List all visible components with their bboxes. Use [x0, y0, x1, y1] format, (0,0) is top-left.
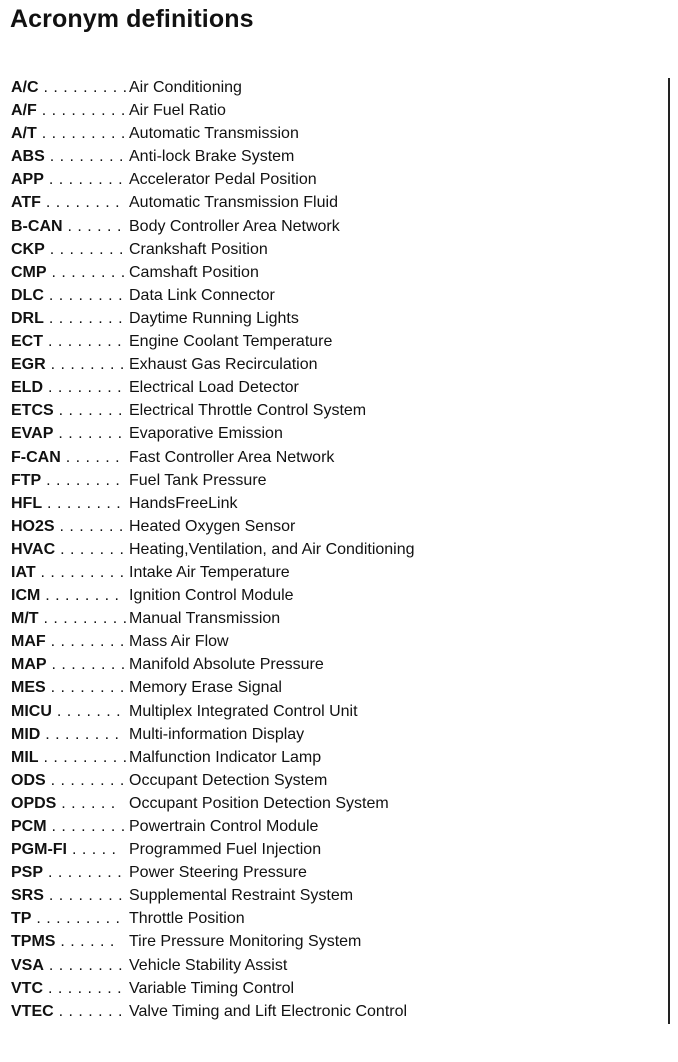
list-item — [11, 284, 275, 307]
dot-leader: . . . . . . — [56, 794, 116, 812]
dot-leader: . . . . . . . — [51, 702, 122, 720]
list-item — [11, 746, 322, 769]
acronym-term: APP — [11, 171, 44, 189]
list-item — [11, 99, 226, 122]
acronym-definition: Accelerator Pedal Position — [129, 171, 317, 189]
list-item — [11, 538, 415, 561]
dot-leader: . . . . . . . . . — [38, 610, 128, 628]
acronym-term: A/T — [11, 125, 37, 143]
acronym-definition: Power Steering Pressure — [129, 864, 307, 882]
list-item — [11, 376, 299, 399]
dot-leader: . . . . . . . . — [43, 979, 123, 997]
acronym-term: ICM — [11, 587, 41, 605]
acronym-definition: Camshaft Position — [129, 263, 259, 281]
acronym-definition: Multi-information Display — [129, 725, 305, 743]
dot-leader: . . . . . . . . . — [35, 563, 125, 581]
list-item — [11, 907, 245, 930]
dot-leader: . . . . . . . — [53, 402, 123, 420]
dot-leader: . . . . . . . . . — [36, 102, 126, 120]
list-item — [11, 145, 295, 168]
acronym-definition: Throttle Position — [129, 910, 245, 928]
dot-leader: . . . . . . . . — [43, 333, 123, 351]
acronym-term: VTEC — [11, 1002, 54, 1020]
dot-leader: . . . . . — [67, 841, 117, 859]
dot-leader: . . . . . . . . — [43, 956, 124, 974]
list-item — [11, 561, 290, 584]
acronym-term: PGM-FI — [11, 841, 67, 859]
acronym-term: ELD — [11, 379, 43, 397]
dot-leader: . . . . . . — [62, 217, 122, 235]
acronym-definition: Supplemental Restraint System — [129, 887, 354, 905]
dot-leader: . . . . . . . . — [46, 263, 126, 281]
list-item — [11, 492, 238, 515]
acronym-term: OPDS — [11, 794, 57, 812]
list-item — [11, 630, 229, 653]
list-item — [11, 584, 294, 607]
dot-leader: . . . . . . . . — [40, 725, 120, 743]
list-item — [11, 215, 340, 238]
dot-leader: . . . . . . . . — [43, 171, 124, 189]
dot-leader: . . . . . . . . — [46, 656, 126, 674]
acronym-list — [11, 76, 415, 1023]
acronym-term: CMP — [11, 263, 47, 281]
list-item — [11, 861, 307, 884]
dot-leader: . . . . . . . . — [42, 494, 122, 512]
dot-leader: . . . . . . . . — [43, 864, 123, 882]
acronym-term: MES — [11, 679, 46, 697]
acronym-term: ECT — [11, 333, 43, 351]
dot-leader: . . . . . . . . . — [31, 910, 121, 928]
acronym-definition: Mass Air Flow — [129, 633, 229, 651]
acronym-term: ODS — [11, 771, 46, 789]
acronym-term: F-CAN — [11, 448, 61, 466]
dot-leader: . . . . . . . . — [43, 309, 124, 327]
acronym-definition: Occupant Position Detection System — [129, 794, 389, 812]
acronym-definition: Vehicle Stability Assist — [129, 956, 288, 974]
acronym-definition: Daytime Running Lights — [129, 309, 299, 327]
acronym-definition: Air Fuel Ratio — [129, 102, 226, 120]
dot-leader: . . . . . . . . — [43, 887, 124, 905]
acronym-term: CKP — [11, 240, 45, 258]
acronym-term: ATF — [11, 194, 41, 212]
acronym-definition: Body Controller Area Network — [129, 217, 340, 235]
list-item — [11, 191, 338, 214]
dot-leader: . . . . . . . . — [43, 379, 123, 397]
acronym-term: A/F — [11, 102, 37, 120]
dot-leader: . . . . . . . . — [45, 679, 125, 697]
dot-leader: . . . . . . . . . — [36, 125, 126, 143]
acronym-term: IAT — [11, 563, 36, 581]
dot-leader: . . . . . . . . — [46, 818, 126, 835]
list-item — [11, 977, 295, 1000]
acronym-definition: Anti-lock Brake System — [129, 148, 295, 166]
acronym-term: MIL — [11, 748, 39, 766]
list-item — [11, 422, 283, 445]
acronym-term: VTC — [11, 979, 43, 997]
acronym-definition: Ignition Control Module — [129, 587, 294, 605]
list-item — [11, 792, 389, 815]
acronym-definition: Programmed Fuel Injection — [129, 841, 322, 859]
acronym-term: PCM — [11, 818, 47, 835]
acronym-definition: Memory Erase Signal — [129, 679, 282, 697]
acronym-term: DLC — [11, 286, 44, 304]
list-item — [11, 261, 259, 284]
acronym-term: TPMS — [11, 933, 56, 951]
acronym-term: HFL — [11, 494, 43, 512]
acronym-definition: Tire Pressure Monitoring System — [129, 933, 362, 951]
acronym-term: EVAP — [11, 425, 54, 443]
acronym-term: MAP — [11, 656, 47, 674]
list-item — [11, 954, 288, 977]
acronym-term: TP — [11, 910, 32, 928]
acronym-definition: Occupant Detection System — [129, 771, 328, 789]
acronym-term: M/T — [11, 610, 39, 628]
acronym-definition: Variable Timing Control — [129, 979, 295, 997]
acronym-term: ETCS — [11, 402, 54, 420]
list-item — [11, 399, 367, 422]
acronym-definition: Manifold Absolute Pressure — [129, 656, 324, 674]
page-title: Acronym definitions — [10, 5, 254, 33]
dot-leader: . . . . . . — [60, 448, 121, 466]
acronym-term: MAF — [11, 633, 46, 651]
acronym-term: ABS — [11, 148, 45, 166]
list-item — [11, 353, 318, 376]
list-item — [11, 815, 319, 838]
acronym-definition: Heated Oxygen Sensor — [129, 517, 296, 535]
list-item — [11, 769, 328, 792]
list-item — [11, 446, 335, 469]
acronym-definition: Malfunction Indicator Lamp — [129, 748, 322, 766]
acronym-term: B-CAN — [11, 217, 63, 235]
dot-leader: . . . . . . . . — [45, 771, 125, 789]
dot-leader: . . . . . . . — [54, 517, 124, 535]
acronym-definition: Air Conditioning — [129, 79, 242, 96]
acronym-definition: Valve Timing and Lift Electronic Control — [129, 1002, 408, 1020]
list-item — [11, 238, 268, 261]
dot-leader: . . . . . . . . . — [38, 748, 128, 766]
acronym-definition: Powertrain Control Module — [129, 818, 319, 835]
acronym-definition: Automatic Transmission — [129, 125, 299, 143]
acronym-definition: Heating,Ventilation, and Air Conditioning — [129, 540, 415, 558]
acronym-definition: Engine Coolant Temperature — [129, 333, 333, 351]
acronym-definition: Data Link Connector — [129, 286, 275, 304]
list-item — [11, 676, 282, 699]
dot-leader: . . . . . . . . — [44, 148, 124, 166]
list-item — [11, 515, 296, 538]
acronym-definition: Evaporative Emission — [129, 425, 283, 443]
acronym-definition: Electrical Throttle Control System — [129, 402, 367, 420]
list-item — [11, 700, 358, 723]
list-item — [11, 330, 333, 353]
dot-leader: . . . . . . . — [53, 425, 123, 443]
acronym-term: SRS — [11, 887, 44, 905]
dot-leader: . . . . . . . . — [40, 194, 121, 212]
list-item — [11, 930, 362, 953]
dot-leader: . . . . . . . — [55, 540, 125, 558]
acronym-definition: HandsFreeLink — [129, 494, 238, 512]
acronym-term: A/C — [11, 79, 39, 96]
list-item — [11, 76, 242, 99]
dot-leader: . . . . . . — [55, 933, 115, 951]
acronym-term: MICU — [11, 702, 52, 720]
list-item — [11, 307, 299, 330]
acronym-definition: Multiplex Integrated Control Unit — [129, 702, 358, 720]
dot-leader: . . . . . . . . — [45, 356, 125, 374]
list-item — [11, 607, 281, 630]
acronym-term: HVAC — [11, 540, 56, 558]
dot-leader: . . . . . . . . — [45, 633, 125, 651]
list-item — [11, 469, 267, 492]
dot-leader: . . . . . . . . — [43, 286, 124, 304]
dot-leader: . . . . . . . . . — [38, 79, 128, 96]
acronym-term: HO2S — [11, 517, 55, 535]
list-item — [11, 122, 299, 145]
acronym-term: PSP — [11, 864, 44, 882]
acronym-definition: Intake Air Temperature — [129, 563, 290, 581]
list-item — [11, 884, 354, 907]
list-item — [11, 723, 305, 746]
dot-leader: . . . . . . . . — [44, 240, 124, 258]
acronym-definition: Manual Transmission — [129, 610, 281, 628]
acronym-definition: Exhaust Gas Recirculation — [129, 356, 318, 374]
dot-leader: . . . . . . . . — [40, 587, 120, 605]
dot-leader: . . . . . . . . — [41, 471, 121, 489]
acronym-term: EGR — [11, 356, 46, 374]
acronym-term: DRL — [11, 309, 44, 327]
acronym-definition: Crankshaft Position — [129, 240, 268, 258]
margin-rule — [668, 78, 670, 1024]
list-item — [11, 653, 324, 676]
acronym-definition: Automatic Transmission Fluid — [129, 194, 338, 212]
list-item — [11, 838, 322, 861]
acronym-definition: Fuel Tank Pressure — [129, 471, 267, 489]
acronym-definition: Electrical Load Detector — [129, 379, 299, 397]
list-item — [11, 168, 317, 191]
dot-leader: . . . . . . . — [53, 1002, 123, 1020]
acronym-definition: Fast Controller Area Network — [129, 448, 335, 466]
acronym-term: FTP — [11, 471, 42, 489]
acronym-term: VSA — [11, 956, 44, 974]
acronym-term: MID — [11, 725, 41, 743]
list-item — [11, 1000, 408, 1023]
